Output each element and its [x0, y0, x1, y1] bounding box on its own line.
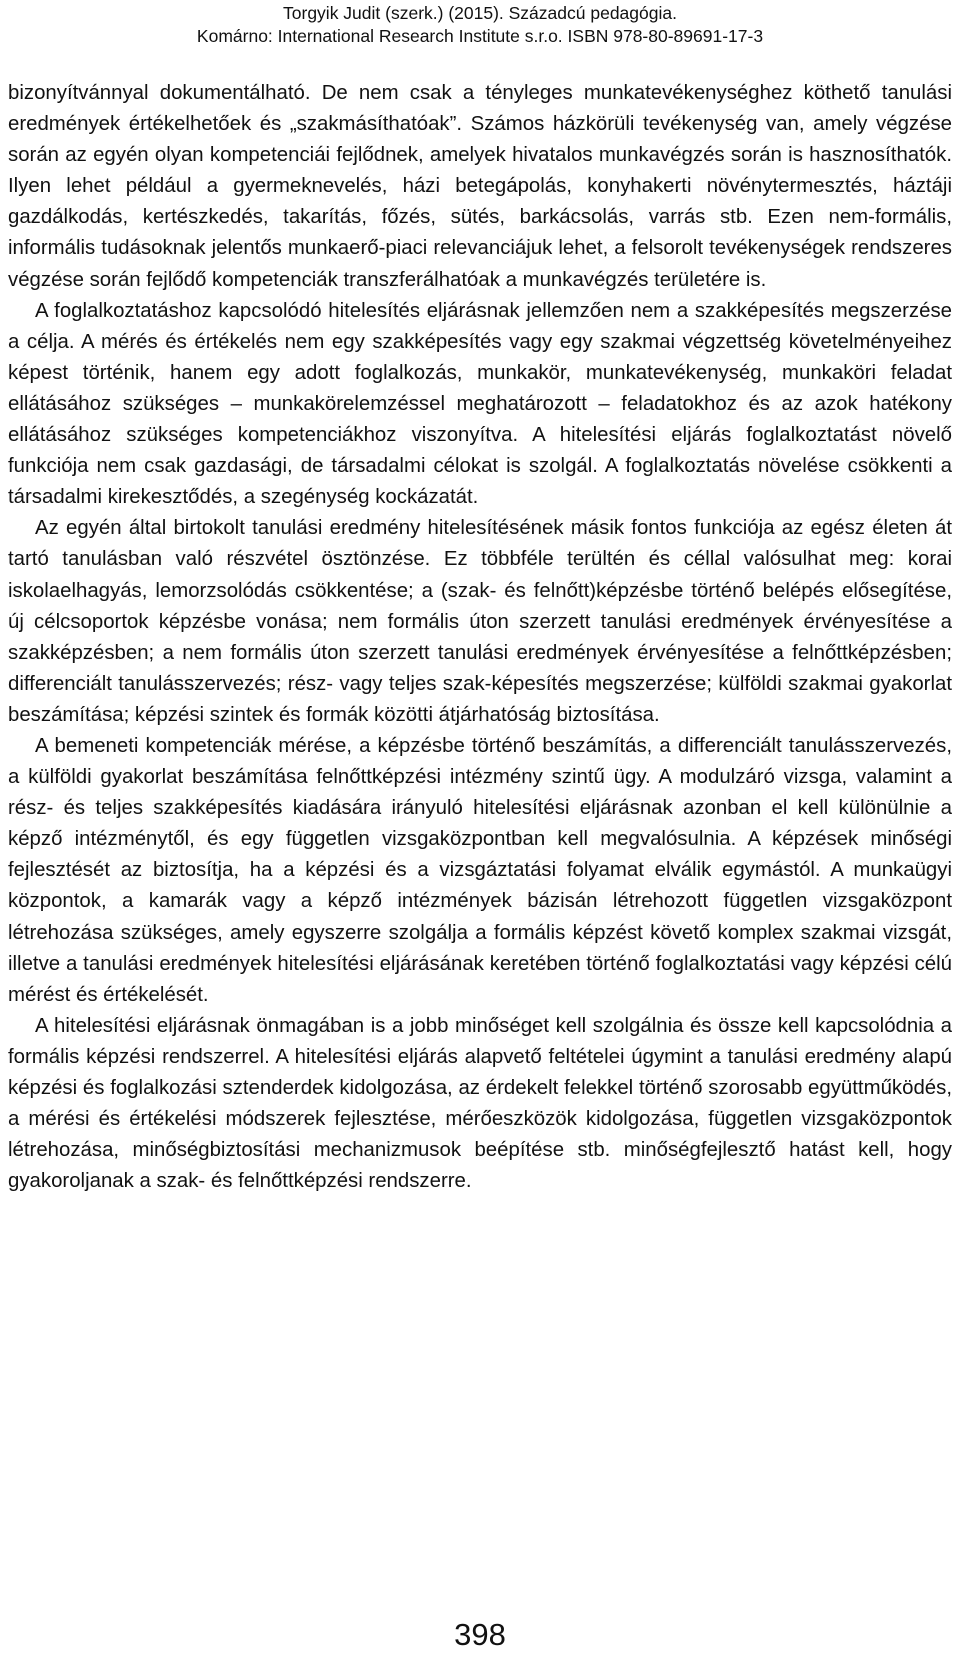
body-text — [8, 78, 952, 1197]
paragraph: A foglalkoztatáshoz kapcsolódó hitelesítés eljárásnak jellemzően nem a szakképesítés megszerzése a célja. A mérés és értékelés nem egy szakképesítés vagy egy szakmai végzettség követelményeihez képest történik, hanem egy adott foglalkozás, munkakör, munkatevékenység, munkaköri feladat ellátásához szükséges – munkakörelemzéssel meghatározott – feladatokhoz és az azok hatékony ellátásához szükséges kompetenciákhoz viszonyítva. A hitelesítési eljárás foglalkoztatást növelő funkciója nem csak gazdasági, de társadalmi célokat is szolgál. A foglalkoztatás növelése csökkenti a társadalmi kirekesztődés, a szegénység kockázatát. — [8, 299, 952, 509]
paragraph: A bemeneti kompetenciák mérése, a képzésbe történő beszámítás, a differenciált tanulásszervezés, a külföldi gyakorlat beszámítása felnőttképzési intézmény szintű ügy. A modulzáró vizsga, valamint a rész- és teljes szakképesítés kiadására irányuló hitelesítési eljárásnak azonban el kell különülnie a képző intézménytől, és egy független vizsgaközpontban kell megvalósulnia. A képzések minőségi fejlesztését az biztosítja, ha a képzési és a vizsgáztatási folyamat elválik egymástól. A munkaügyi központok, a kamarák vagy a képző intézmények bázisán létrehozott független vizsgaközpont létrehozása szükséges, amely egyszerre szolgálja a formális képzést követő komplex szakmai vizsgát, illetve a tanulási eredmények hitelesítési eljárásának keretében történő foglalkoztatási vagy képzési célú mérést és értékelését. — [8, 734, 952, 1006]
paragraph: Az egyén által birtokolt tanulási eredmény hitelesítésének másik fontos funkciója az egész életen át tartó tanulásban való részvétel ösztönzése. Ez többféle terültén és céllal valósulhat meg: korai iskolaelhagyás, lemorzsolódás csökkentése; a (szak- és felnőtt)képzésbe történő belépés elősegítése, új célcsoportok képzésbe vonása; nem formális úton szerzett tanulási eredmények érvényesítése a szakképzésben; a nem formális úton szerzett tanulási eredmények érvényesítése a felnőttképzésben; differenciált tanulásszervezés; rész- vagy teljes szak-képesítés megszerzése; külföldi szakmai gyakorlat beszámítása; képzési szintek és formák közötti átjárhatóság biztosítása. — [8, 517, 952, 726]
header-publisher-line: Komárno: International Research Institute s.r.o. ISBN 978-80-89691-17-3 — [196, 26, 764, 46]
header-citation-line: Torgyik Judit (szerk.) (2015). Századcú pedagógia. — [283, 3, 677, 23]
page-number: 398 — [454, 1617, 506, 1652]
paragraph-continuation: bizonyítvánnyal dokumentálható. De nem csak a tényleges munkatevékenységhez köthető tanulási eredmények értékelhetőek és „szakmásíthatóak”. Számos házkörüli tevékenység van, amely végzése során az egyén olyan kompetenciái fejlődnek, amelyek hivatalos munkavégzés során is hasznosíthatók. Ilyen lehet például a gyermeknevelés, házi betegápolás, konyhakerti növénytermesztés, háztáji gazdálkodás, kertészkedés, takarítás, főzés, sütés, barkácsolás, varrás stb. Ezen nem-formális, informális tudásoknak jelentős munkaerő-piaci relevanciájuk lehet, a felsorolt tevékenységek rendszeres végzése során fejlődő kompetenciák transzferálhatóak a munkavégzés területére is. — [8, 82, 952, 291]
running-header — [0, 2, 960, 48]
paragraph: A hitelesítési eljárásnak önmagában is a jobb minőséget kell szolgálnia és össze kell kapcsolódnia a formális képzési rendszerrel. A hitelesítési eljárás alapvető feltételei úgymint a tanulási eredmény alapú képzési és foglalkozási sztenderdek kidolgozása, az érdekelt felekkel történő szorosabb együttműködés, a mérési és értékelési módszerek fejlesztése, mérőeszközök kidolgozása, független vizsgaközpontok létrehozása, minőségbiztosítási mechanizmusok beépítése stb. minőségfejlesztő hatást kell, hogy gyakoroljanak a szak- és felnőttképzési rendszerre. — [8, 1014, 952, 1193]
